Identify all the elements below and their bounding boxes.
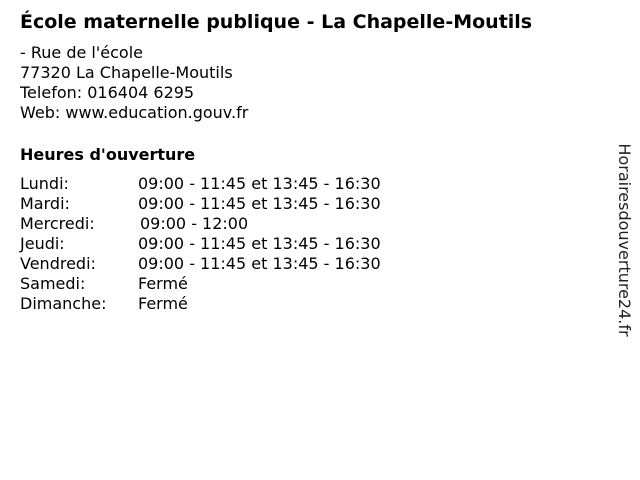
day-hours: 09:00 - 11:45 et 13:45 - 16:30 <box>138 254 381 273</box>
street-address: - Rue de l'école <box>20 43 143 62</box>
day-label: Jeudi: <box>20 234 65 253</box>
hours-row-thursday <box>20 234 381 254</box>
hours-row-tuesday <box>20 194 381 214</box>
hours-row-monday <box>20 174 381 194</box>
day-label: Lundi: <box>20 174 69 193</box>
page-title: École maternelle publique - La Chapelle-Moutils <box>20 11 533 33</box>
hours-row-friday <box>20 254 381 274</box>
day-label: Mercredi: <box>20 214 95 233</box>
day-label: Vendredi: <box>20 254 96 273</box>
phone-number: Telefon: 016404 6295 <box>20 83 195 102</box>
website: Web: www.education.gouv.fr <box>20 103 249 122</box>
day-hours: 09:00 - 12:00 <box>140 214 249 233</box>
day-label: Dimanche: <box>20 294 107 313</box>
hours-row-sunday <box>20 294 381 314</box>
watermark-text: Horairesdouverture24.fr <box>615 143 634 337</box>
day-label: Samedi: <box>20 274 86 293</box>
day-hours: Fermé <box>138 274 188 293</box>
address-block <box>20 43 248 123</box>
hours-table <box>20 174 381 314</box>
hours-heading: Heures d'ouverture <box>20 145 196 164</box>
day-label: Mardi: <box>20 194 70 213</box>
hours-row-saturday <box>20 274 381 294</box>
day-hours: 09:00 - 11:45 et 13:45 - 16:30 <box>138 234 381 253</box>
hours-row-wednesday <box>20 214 381 234</box>
day-hours: Fermé <box>138 294 188 313</box>
city-address: 77320 La Chapelle-Moutils <box>20 63 233 82</box>
day-hours: 09:00 - 11:45 et 13:45 - 16:30 <box>138 174 381 193</box>
day-hours: 09:00 - 11:45 et 13:45 - 16:30 <box>138 194 381 213</box>
